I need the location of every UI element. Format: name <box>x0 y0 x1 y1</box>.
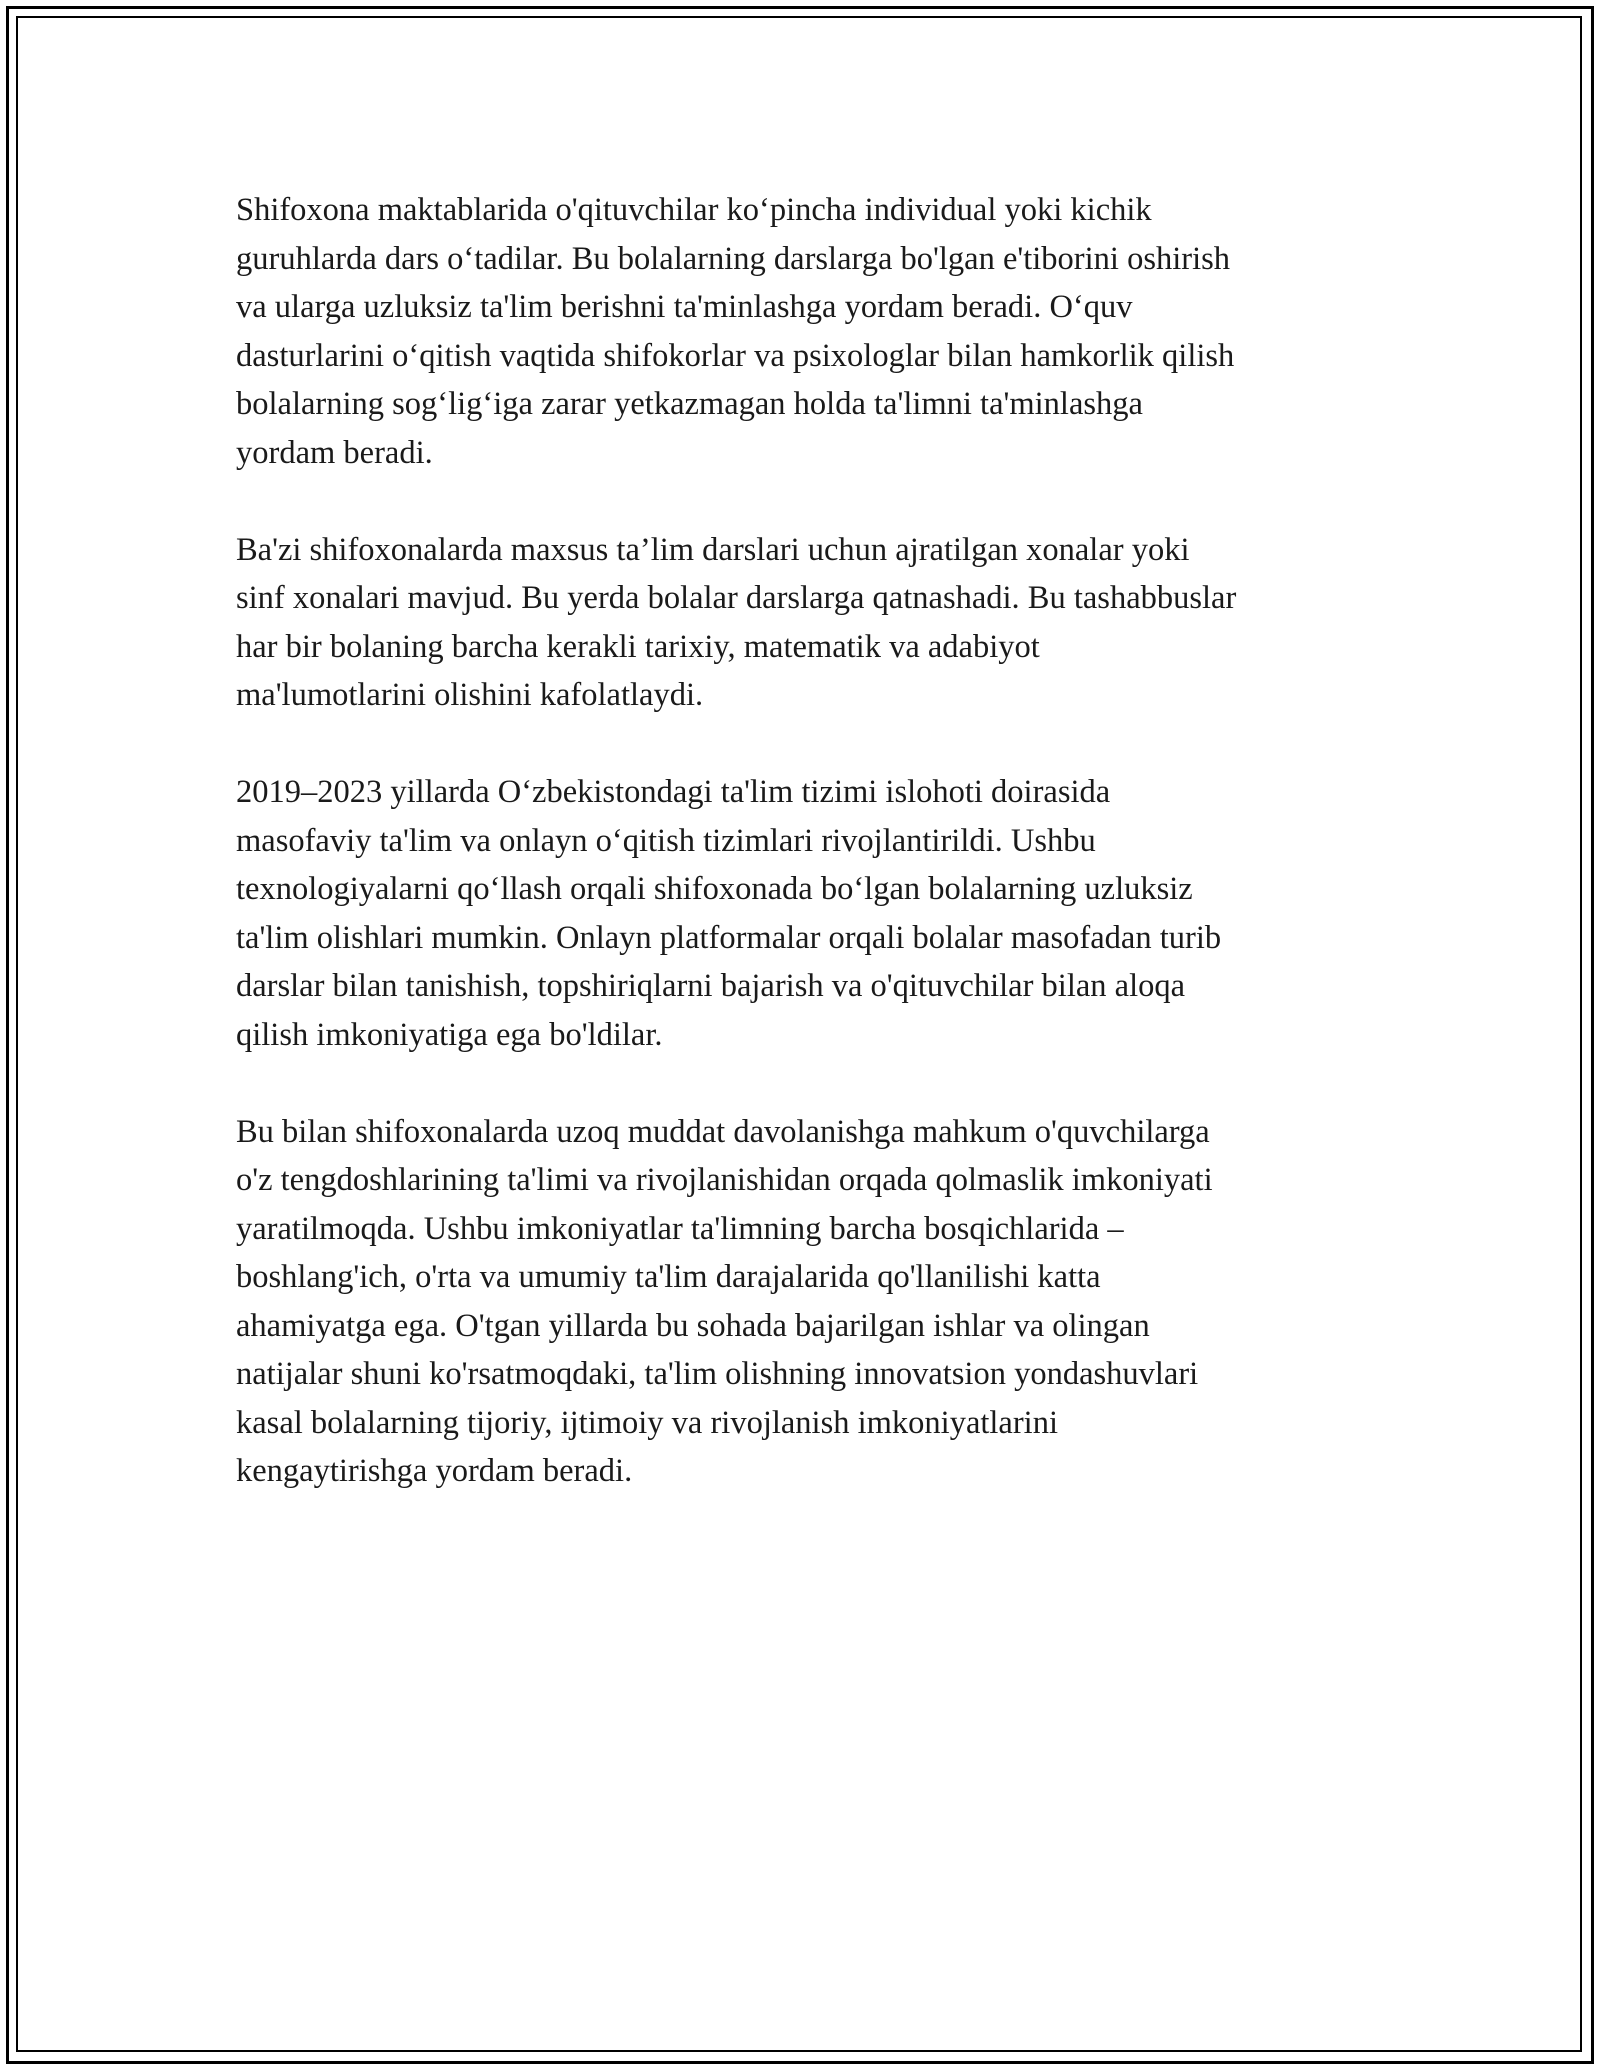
text-line: Ba'zi shifoxonalarda maxsus ta’lim darslari uchun ajratilgan xonalar yoki <box>236 531 1190 568</box>
text-line: natijalar shuni ko'rsatmoqdaki, ta'lim olishning innovatsion yondashuvlari <box>236 1356 1199 1392</box>
text-line: kengaytirishga yordam beradi. <box>236 1453 633 1489</box>
text-line: ta'lim olishlari mumkin. Onlayn platformalar orqali bolalar masofadan turib <box>236 919 1222 956</box>
text-line: boshlang'ich, o'rta va umumiy ta'lim darajalarida qo'llanilishi katta <box>236 1259 1101 1295</box>
text-line: ma'lumotlarini olishini kafolatlaydi. <box>236 677 704 713</box>
document-body <box>236 186 1386 1544</box>
text-line: 2019–2023 yillarda Oʻzbekistondagi ta'lim tizimi islohoti doirasida <box>236 774 1111 810</box>
paragraph-3 <box>236 768 1386 1059</box>
text-line: va ularga uzluksiz ta'lim berishni ta'minlashga yordam beradi. Oʻquv <box>236 289 1133 325</box>
text-line: guruhlarda dars oʻtadilar. Bu bolalarning darslarga bo'lgan e'tiborini oshirish <box>236 240 1230 277</box>
text-line: masofaviy ta'lim va onlayn oʻqitish tizimlari rivojlantirildi. Ushbu <box>236 822 1096 859</box>
text-line: sinf xonalari mavjud. Bu yerda bolalar darslarga qatnashadi. Bu tashabbuslar <box>236 580 1237 616</box>
text-line: yordam beradi. <box>236 434 433 471</box>
text-line: har bir bolaning barcha kerakli tarixiy, matematik va adabiyot <box>236 628 1040 665</box>
text-line: ahamiyatga ega. O'tgan yillarda bu sohada bajarilgan ishlar va olingan <box>236 1307 1150 1344</box>
text-line: Bu bilan shifoxonalarda uzoq muddat davolanishga mahkum o'quvchilarga <box>236 1113 1210 1150</box>
text-line: yaratilmoqda. Ushbu imkoniyatlar ta'limning barcha bosqichlarida – <box>236 1210 1124 1247</box>
paragraph-1 <box>236 186 1386 477</box>
text-line: texnologiyalarni qoʻllash orqali shifoxonada boʻlgan bolalarning uzluksiz <box>236 871 1193 907</box>
text-line: kasal bolalarning tijoriy, ijtimoiy va rivojlanish imkoniyatlarini <box>236 1404 1058 1441</box>
text-line: bolalarning sogʻligʻiga zarar yetkazmagan holda ta'limni ta'minlashga <box>236 386 1143 422</box>
text-line: o'z tengdoshlarining ta'limi va rivojlanishidan orqada qolmaslik imkoniyati <box>236 1162 1213 1198</box>
text-line: qilish imkoniyatiga ega bo'ldilar. <box>236 1016 663 1053</box>
text-line: dasturlarini oʻqitish vaqtida shifokorlar va psixologlar bilan hamkorlik qilish <box>236 337 1235 374</box>
paragraph-4 <box>236 1108 1386 1496</box>
paragraph-2 <box>236 526 1386 720</box>
text-line: Shifoxona maktablarida o'qituvchilar koʻpincha individual yoki kichik <box>236 192 1152 228</box>
text-line: darslar bilan tanishish, topshiriqlarni bajarish va o'qituvchilar bilan aloqa <box>236 968 1186 1004</box>
